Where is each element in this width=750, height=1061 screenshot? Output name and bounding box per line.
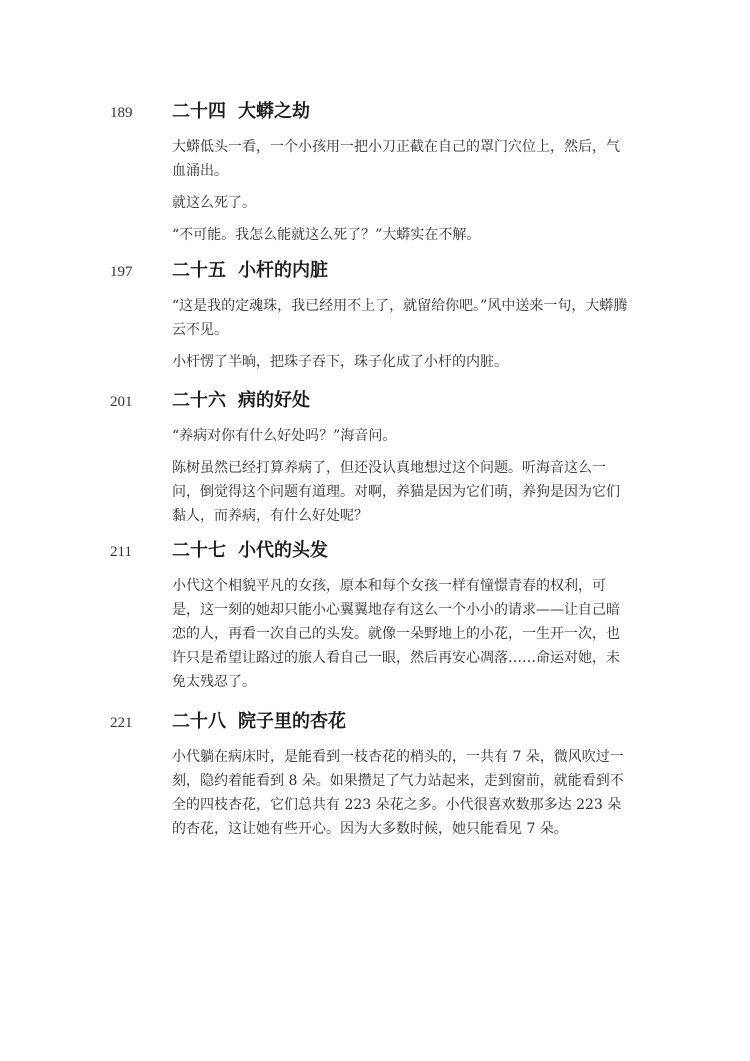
page-number: 201 [110, 394, 133, 410]
chapter-title: 小杆的内脏 [238, 260, 328, 281]
excerpt-paragraph: 小代这个相貌平凡的女孩，原本和每个女孩一样有憧憬青春的权利，可是，这一刻的她却只能小心翼翼地存有这么一个小小的请求——让自己暗恋的人，再看一次自己的头发。就像一朵野地上的小花，一生开一次，也许只是希望让路过的旅人看自己一眼，然后再安心凋落……命运对她，未免太残忍了。 [172, 578, 620, 690]
chapter-title: 小代的头发 [238, 540, 328, 561]
excerpt-paragraph: “这是我的定魂珠，我已经用不上了，就留给你吧。”风中送来一句，大蟒腾云不见。 [172, 298, 628, 338]
page-number: 211 [110, 544, 132, 560]
chapter-excerpt [172, 574, 632, 702]
chapter-number: 二十八 [172, 711, 226, 732]
excerpt-paragraph: 大蟒低头一看，一个小孩用一把小刀正截在自己的罩门穴位上，然后，气血涌出。 [172, 139, 620, 179]
page-number: 197 [110, 264, 133, 280]
chapter-title: 院子里的杏花 [238, 711, 346, 732]
page-number: 221 [110, 715, 133, 731]
chapter-number: 二十四 [172, 101, 226, 122]
excerpt-paragraph: 陈树虽然已经打算养病了，但还没认真地想过这个问题。听海音这么一问，倒觉得这个问题有道理。对啊，养猫是因为它们萌，养狗是因为它们黏人，而养病，有什么好处呢？ [172, 460, 620, 524]
chapter-excerpt [172, 745, 632, 849]
chapter-heading [172, 258, 328, 284]
chapter-title: 病的好处 [238, 390, 310, 411]
chapter-heading [172, 388, 310, 414]
chapter-heading [172, 538, 328, 564]
chapter-number: 二十七 [172, 540, 226, 561]
page-number: 189 [110, 105, 133, 121]
chapter-title: 大蟒之劫 [238, 101, 310, 122]
chapter-excerpt [172, 294, 632, 382]
chapter-number: 二十六 [172, 390, 226, 411]
excerpt-paragraph: 小代躺在病床时，是能看到一枝杏花的梢头的，一共有 7 朵，微风吹过一刻，隐约着能看到 8 朵。如果攒足了气力站起来，走到窗前，就能看到不全的四枝杏花，它们总共有 223 朵花之多。小代很喜欢数那多达 223 朵的杏花，这让她有些开心。因为大多数时候，她只能看见 7 朵。 [172, 749, 624, 837]
excerpt-paragraph: “养病对你有什么好处吗？”海音问。 [172, 428, 397, 444]
chapter-heading [172, 99, 310, 125]
chapter-excerpt [172, 424, 632, 536]
chapter-number: 二十五 [172, 260, 226, 281]
chapter-excerpt [172, 135, 632, 255]
excerpt-paragraph: 就这么死了。 [172, 195, 256, 211]
excerpt-paragraph: 小杆愣了半晌，把珠子吞下，珠子化成了小杆的内脏。 [172, 354, 508, 370]
chapter-heading [172, 709, 346, 735]
excerpt-paragraph: “不可能。我怎么能就这么死了？”大蟒实在不解。 [172, 227, 481, 243]
